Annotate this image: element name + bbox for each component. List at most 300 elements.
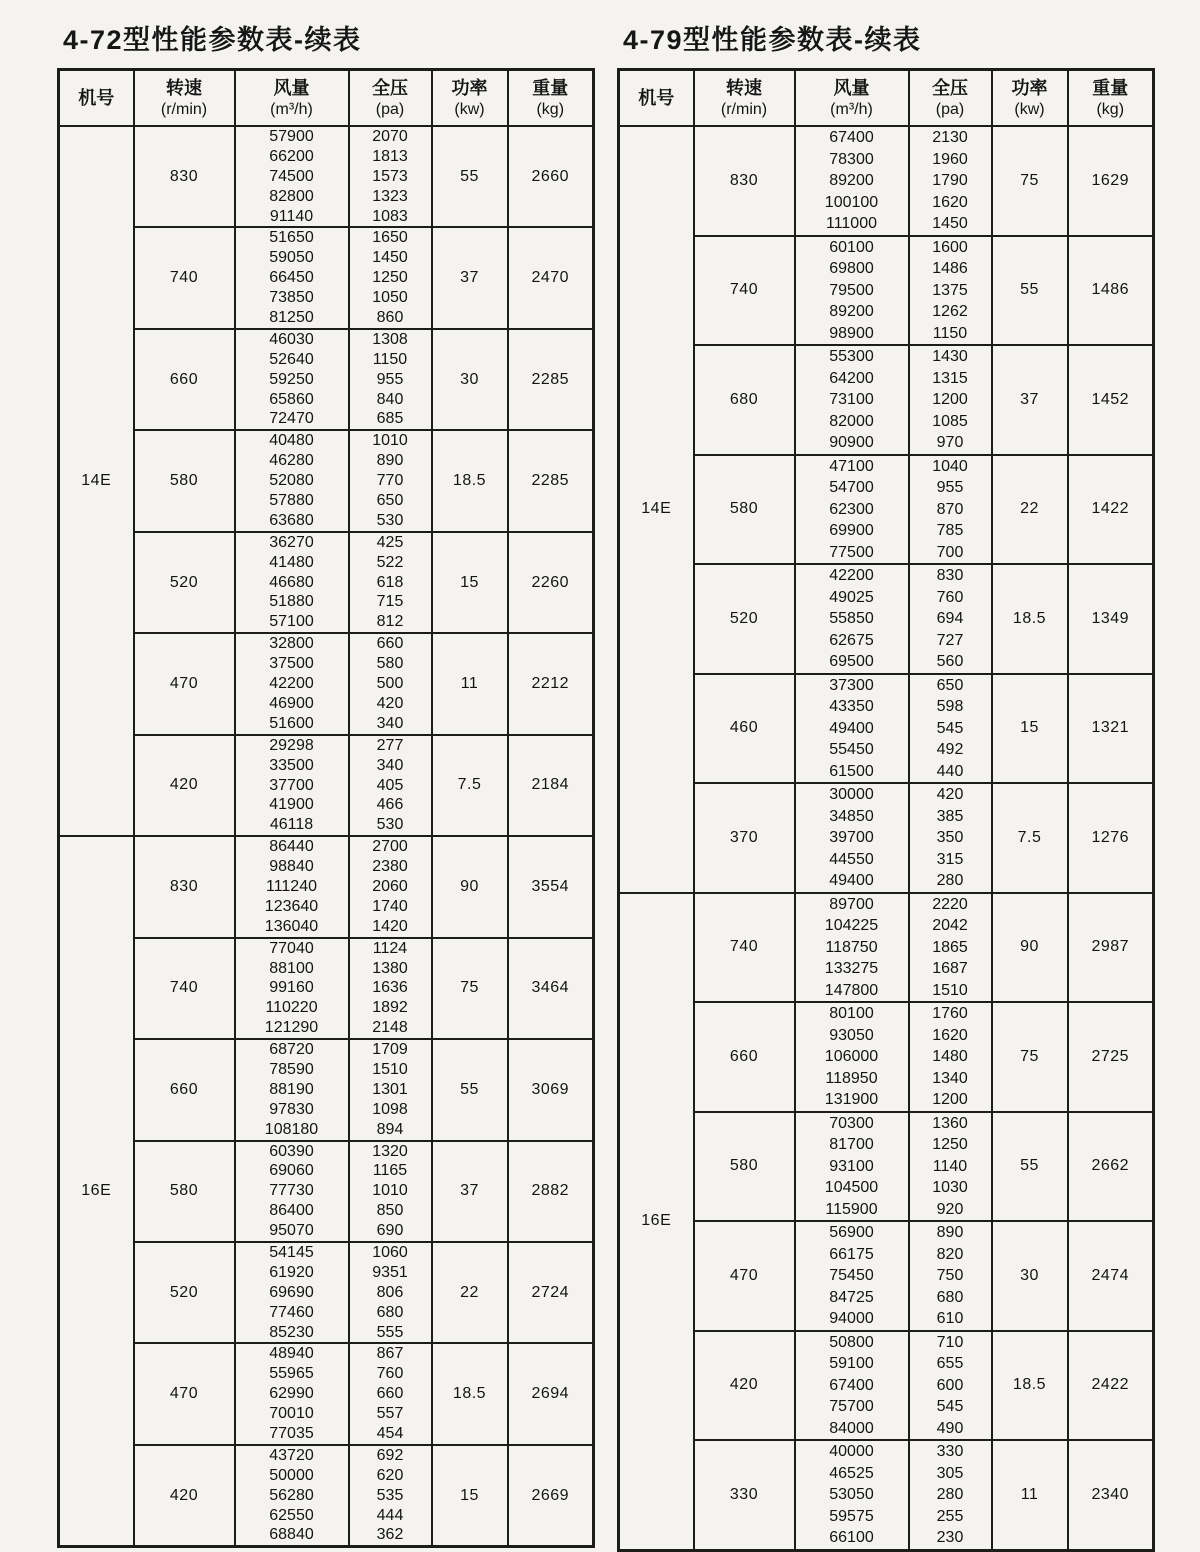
- flow-value: 40000: [829, 1443, 874, 1460]
- pressure-value: 305: [936, 1464, 964, 1482]
- speed-group-row: [59, 1039, 594, 1140]
- column-header-unit: (kw): [454, 101, 485, 118]
- flow-value: 98840: [269, 858, 314, 876]
- flow-value: 94000: [829, 1310, 874, 1327]
- header-row: [619, 70, 1154, 127]
- flow-value: 86400: [269, 1202, 314, 1220]
- flow-value: 69900: [829, 522, 874, 539]
- header-row: [59, 70, 594, 127]
- pressure-value: 2130: [932, 129, 968, 146]
- speed-group-row: [59, 735, 594, 836]
- pressure-cell: [909, 1331, 992, 1441]
- speed-cell: 420: [694, 1331, 795, 1441]
- pressure-value: 420: [376, 694, 404, 712]
- power-cell: 22: [992, 455, 1068, 565]
- column-header-pressure: [909, 70, 992, 127]
- flow-value: 82000: [829, 412, 874, 430]
- flow-value: 78590: [269, 1060, 314, 1078]
- flow-value: 84725: [829, 1288, 874, 1306]
- flow-value: 67400: [829, 1376, 874, 1394]
- column-header-flow: [795, 70, 909, 127]
- pressure-value: 1360: [932, 1114, 968, 1132]
- pressure-value: 1510: [932, 981, 968, 999]
- flow-value: 77040: [269, 939, 314, 957]
- pressure-cell: [909, 1221, 992, 1331]
- pressure-cell: [349, 1242, 432, 1343]
- table-4-79-container: [617, 0, 1152, 1552]
- pressure-value: 750: [936, 1267, 964, 1284]
- flow-value: 29298: [269, 736, 314, 754]
- pressure-value: 385: [936, 807, 964, 825]
- speed-cell: 660: [134, 1039, 235, 1140]
- pressure-value: 1315: [932, 369, 968, 387]
- pressure-value: 1687: [932, 960, 968, 977]
- pressure-value: 1760: [932, 1005, 968, 1022]
- pressure-value: 1010: [372, 1182, 408, 1200]
- flow-value: 46900: [269, 694, 314, 712]
- flow-cell: [235, 1445, 349, 1547]
- power-cell: 55: [992, 1112, 1068, 1222]
- flow-value: 82800: [269, 187, 314, 205]
- column-header-label: 转速: [166, 78, 202, 98]
- weight-cell: 2660: [508, 126, 594, 227]
- pressure-value: 840: [376, 390, 404, 408]
- table-4-79-title: 4-79型性能参数表-续表: [623, 25, 922, 55]
- pressure-value: 1600: [932, 238, 968, 256]
- column-header-flow: [235, 70, 349, 127]
- flow-value: 46280: [269, 452, 314, 470]
- pressure-value: 1790: [932, 172, 968, 189]
- speed-group-row: [59, 1445, 594, 1547]
- pressure-value: 1450: [372, 249, 408, 267]
- speed-cell: 660: [134, 329, 235, 430]
- pressure-value: 405: [376, 776, 404, 794]
- flow-value: 118950: [825, 1069, 878, 1087]
- pressure-value: 340: [376, 756, 404, 774]
- speed-group-row: [59, 430, 594, 531]
- pressure-value: 530: [376, 816, 404, 834]
- pressure-value: 1620: [932, 193, 968, 211]
- flow-value: 59250: [269, 370, 314, 388]
- power-cell: 90: [432, 836, 508, 937]
- flow-value: 51650: [269, 229, 314, 247]
- flow-value: 89200: [829, 303, 874, 320]
- power-cell: 22: [432, 1242, 508, 1343]
- pressure-value: 685: [376, 410, 404, 428]
- power-cell: 30: [992, 1221, 1068, 1331]
- flow-value: 57100: [269, 613, 314, 631]
- pressure-value: 522: [376, 553, 404, 571]
- weight-cell: 1486: [1068, 236, 1154, 346]
- flow-value: 42200: [829, 567, 874, 584]
- column-header-unit: (pa): [935, 101, 965, 118]
- flow-value: 75450: [829, 1267, 874, 1284]
- table-4-79: [617, 68, 1155, 1552]
- weight-cell: 2987: [1068, 893, 1154, 1003]
- pressure-value: 280: [936, 1486, 964, 1503]
- power-cell: 18.5: [992, 564, 1068, 674]
- pressure-value: 1620: [932, 1026, 968, 1044]
- column-header-label: 风量: [833, 78, 870, 98]
- flow-value: 136040: [264, 917, 319, 935]
- pressure-value: 1085: [932, 412, 968, 430]
- flow-value: 39700: [829, 829, 874, 846]
- column-header-pressure: [349, 70, 432, 127]
- power-cell: 37: [432, 1141, 508, 1242]
- flow-value: 51600: [269, 714, 314, 732]
- pressure-value: 1050: [372, 289, 408, 307]
- power-cell: 75: [992, 1002, 1068, 1112]
- pressure-value: 454: [376, 1425, 404, 1442]
- pressure-value: 770: [376, 472, 404, 490]
- speed-group-row: [619, 564, 1154, 674]
- pressure-value: 1150: [372, 350, 408, 368]
- speed-group-row: [619, 674, 1154, 784]
- pressure-value: 890: [936, 1224, 964, 1241]
- flow-value: 81700: [829, 1136, 874, 1153]
- flow-value: 69800: [829, 260, 874, 277]
- power-cell: 11: [432, 633, 508, 734]
- pressure-value: 1200: [932, 1091, 968, 1108]
- speed-cell: 740: [694, 236, 795, 346]
- flow-value: 77500: [829, 543, 874, 561]
- flow-value: 40480: [269, 432, 314, 450]
- power-cell: 15: [992, 674, 1068, 784]
- column-header-power: [992, 70, 1068, 127]
- pressure-value: 710: [936, 1333, 964, 1351]
- flow-cell: [235, 938, 349, 1039]
- table-4-72-title: 4-72型性能参数表-续表: [63, 25, 362, 55]
- pressure-cell: [349, 1445, 432, 1547]
- flow-cell: [235, 329, 349, 430]
- speed-group-row: [59, 633, 594, 734]
- pressure-value: 280: [936, 872, 964, 889]
- weight-cell: 3554: [508, 836, 594, 937]
- pressure-value: 557: [376, 1405, 404, 1423]
- power-cell: 37: [432, 227, 508, 328]
- column-header-label: 功率: [1011, 78, 1048, 98]
- weight-cell: 1422: [1068, 455, 1154, 565]
- pressure-value: 812: [376, 613, 404, 631]
- flow-value: 79500: [829, 281, 874, 299]
- column-header-label: 风量: [273, 78, 310, 98]
- speed-group-row: [619, 1002, 1154, 1112]
- flow-value: 100100: [824, 193, 879, 211]
- flow-value: 60390: [269, 1142, 314, 1160]
- pressure-value: 970: [936, 434, 964, 451]
- pressure-value: 1450: [932, 215, 968, 232]
- speed-cell: 520: [134, 1242, 235, 1343]
- column-header-weight: [1068, 70, 1154, 127]
- flow-value: 81250: [269, 309, 314, 327]
- speed-cell: 420: [134, 1445, 235, 1547]
- pressure-value: 1323: [372, 187, 408, 205]
- pressure-value: 1098: [372, 1100, 408, 1118]
- flow-cell: [235, 735, 349, 836]
- power-cell: 55: [432, 126, 508, 227]
- table-4-72-body: [59, 126, 594, 1547]
- flow-value: 50000: [269, 1466, 314, 1484]
- pressure-value: 1124: [372, 939, 408, 957]
- pressure-value: 1030: [932, 1179, 968, 1196]
- flow-cell: [795, 564, 909, 674]
- pressure-value: 694: [936, 610, 964, 627]
- speed-group-row: [619, 1112, 1154, 1222]
- power-cell: 90: [992, 893, 1068, 1003]
- flow-value: 68840: [269, 1526, 314, 1544]
- flow-value: 51880: [269, 593, 314, 611]
- pressure-value: 690: [376, 1222, 404, 1240]
- speed-group-row: [59, 1343, 594, 1444]
- pressure-value: 330: [936, 1443, 964, 1460]
- weight-cell: 2662: [1068, 1112, 1154, 1222]
- flow-value: 73100: [829, 391, 874, 408]
- flow-value: 77035: [269, 1425, 314, 1442]
- pressure-value: 867: [376, 1345, 404, 1363]
- flow-value: 147800: [824, 981, 879, 999]
- flow-cell: [795, 1440, 909, 1550]
- flow-value: 62990: [269, 1385, 314, 1403]
- flow-value: 47100: [829, 457, 874, 475]
- flow-value: 78300: [829, 150, 874, 168]
- weight-cell: 1349: [1068, 564, 1154, 674]
- flow-value: 69500: [829, 653, 874, 670]
- column-header-power: [432, 70, 508, 127]
- flow-value: 86440: [269, 838, 314, 856]
- pressure-value: 1200: [932, 391, 968, 408]
- pressure-value: 760: [376, 1365, 404, 1383]
- pressure-cell: [349, 633, 432, 734]
- pressure-value: 2380: [372, 858, 408, 876]
- power-cell: 15: [432, 532, 508, 633]
- pressure-value: 890: [376, 452, 404, 470]
- pressure-value: 1375: [932, 281, 968, 299]
- pressure-value: 1573: [372, 167, 408, 185]
- flow-value: 30000: [829, 786, 874, 803]
- speed-group-row: [619, 455, 1154, 565]
- pressure-cell: [909, 783, 992, 893]
- flow-cell: [795, 893, 909, 1003]
- flow-value: 73850: [269, 289, 314, 307]
- column-header-label: 全压: [372, 78, 408, 98]
- pressure-value: 700: [936, 543, 964, 561]
- column-header-label: 转速: [726, 78, 762, 98]
- speed-cell: 740: [134, 938, 235, 1039]
- flow-value: 46525: [829, 1464, 874, 1482]
- pressure-cell: [349, 938, 432, 1039]
- pressure-cell: [909, 564, 992, 674]
- weight-cell: 3464: [508, 938, 594, 1039]
- pressure-cell: [909, 236, 992, 346]
- flow-value: 49025: [829, 588, 874, 606]
- pressure-value: 870: [936, 500, 964, 518]
- flow-value: 72470: [269, 410, 314, 428]
- flow-cell: [235, 1141, 349, 1242]
- pressure-value: 350: [936, 829, 964, 846]
- pressure-value: 1813: [372, 147, 408, 165]
- pressure-value: 618: [376, 573, 404, 591]
- pressure-cell: [909, 126, 992, 236]
- speed-cell: 580: [694, 1112, 795, 1222]
- flow-cell: [795, 345, 909, 455]
- pressure-value: 1165: [372, 1162, 408, 1180]
- speed-cell: 580: [134, 430, 235, 531]
- flow-value: 60100: [829, 238, 874, 256]
- power-cell: 18.5: [992, 1331, 1068, 1441]
- pressure-value: 1510: [372, 1060, 408, 1078]
- pressure-value: 1250: [372, 269, 408, 287]
- flow-value: 121290: [264, 1019, 319, 1037]
- flow-value: 46030: [269, 330, 314, 348]
- power-cell: 18.5: [432, 430, 508, 531]
- flow-value: 66450: [269, 269, 314, 287]
- pressure-value: 9351: [372, 1263, 408, 1281]
- pressure-value: 340: [376, 714, 404, 732]
- flow-value: 55965: [269, 1365, 314, 1383]
- pressure-cell: [909, 345, 992, 455]
- weight-cell: 2694: [508, 1343, 594, 1444]
- pressure-cell: [349, 1039, 432, 1140]
- pressure-value: 420: [936, 786, 964, 803]
- speed-cell: 830: [134, 836, 235, 937]
- flow-value: 90900: [829, 434, 874, 451]
- pressure-value: 1892: [372, 999, 408, 1017]
- flow-value: 66200: [269, 147, 314, 165]
- flow-value: 52640: [269, 350, 314, 368]
- flow-value: 49400: [829, 719, 874, 737]
- pressure-value: 680: [936, 1288, 964, 1306]
- flow-value: 52080: [269, 472, 314, 490]
- flow-cell: [235, 227, 349, 328]
- flow-value: 70010: [269, 1405, 314, 1423]
- flow-cell: [235, 532, 349, 633]
- flow-value: 91140: [269, 207, 314, 225]
- column-header-label: 机号: [78, 88, 115, 108]
- table-4-79-head: [619, 70, 1154, 127]
- flow-value: 55850: [829, 610, 874, 627]
- column-header-label: 机号: [638, 88, 675, 108]
- pressure-cell: [349, 1141, 432, 1242]
- weight-cell: 2669: [508, 1445, 594, 1547]
- speed-group-row: [619, 236, 1154, 346]
- pressure-value: 1865: [932, 938, 968, 956]
- weight-cell: 2184: [508, 735, 594, 836]
- pressure-cell: [349, 126, 432, 227]
- flow-cell: [795, 1331, 909, 1441]
- pressure-value: 2070: [372, 128, 408, 145]
- pressure-value: 806: [376, 1283, 404, 1301]
- pressure-value: 1083: [372, 207, 408, 225]
- speed-group-row: [59, 329, 594, 430]
- flow-value: 48940: [269, 1345, 314, 1363]
- flow-value: 32800: [269, 635, 314, 653]
- speed-group-row: [619, 345, 1154, 455]
- flow-value: 56280: [269, 1486, 314, 1504]
- pressure-value: 425: [376, 533, 404, 551]
- speed-cell: 470: [134, 1343, 235, 1444]
- flow-cell: [235, 633, 349, 734]
- pressure-value: 1010: [372, 432, 408, 450]
- speed-group-row: [59, 1242, 594, 1343]
- weight-cell: 2285: [508, 329, 594, 430]
- speed-cell: 470: [694, 1221, 795, 1331]
- flow-value: 65860: [269, 390, 314, 408]
- flow-value: 46118: [269, 816, 314, 834]
- flow-value: 36270: [269, 533, 314, 551]
- speed-group-row: [619, 783, 1154, 893]
- flow-value: 69060: [269, 1162, 314, 1180]
- flow-value: 111000: [825, 215, 877, 232]
- pressure-value: 1960: [932, 150, 968, 168]
- pressure-value: 1320: [372, 1142, 408, 1160]
- flow-value: 59100: [829, 1355, 874, 1372]
- pressure-cell: [909, 455, 992, 565]
- power-cell: 30: [432, 329, 508, 430]
- flow-value: 110220: [265, 999, 318, 1017]
- flow-value: 50800: [829, 1333, 874, 1351]
- pressure-value: 860: [376, 309, 404, 327]
- pressure-cell: [909, 1440, 992, 1550]
- speed-group-row: [59, 836, 594, 937]
- pressure-value: 1308: [372, 330, 408, 348]
- speed-group-row: [619, 126, 1154, 236]
- weight-cell: 2470: [508, 227, 594, 328]
- pressure-value: 2220: [932, 895, 968, 913]
- flow-value: 123640: [264, 897, 319, 915]
- flow-value: 111240: [265, 877, 317, 895]
- pressure-value: 277: [376, 736, 404, 754]
- flow-value: 97830: [269, 1100, 314, 1118]
- flow-cell: [795, 126, 909, 236]
- flow-value: 80100: [829, 1005, 874, 1022]
- weight-cell: 1629: [1068, 126, 1154, 236]
- weight-cell: 1452: [1068, 345, 1154, 455]
- flow-value: 37300: [829, 676, 874, 694]
- table-4-72: [57, 68, 595, 1548]
- pressure-value: 440: [936, 762, 964, 780]
- pressure-value: 2060: [372, 877, 408, 895]
- weight-cell: 2340: [1068, 1440, 1154, 1550]
- pressure-value: 555: [376, 1323, 404, 1341]
- pressure-value: 362: [376, 1526, 404, 1544]
- weight-cell: 2882: [508, 1141, 594, 1242]
- pressure-value: 1250: [932, 1136, 968, 1153]
- flow-value: 131900: [824, 1091, 879, 1108]
- speed-cell: 660: [694, 1002, 795, 1112]
- speed-group-row: [59, 126, 594, 227]
- speed-cell: 830: [134, 126, 235, 227]
- pressure-value: 1040: [932, 457, 968, 475]
- flow-value: 55300: [829, 348, 874, 365]
- column-header-unit: (kg): [1096, 101, 1125, 118]
- machine-no-cell: 14E: [59, 126, 134, 836]
- pressure-value: 560: [936, 653, 964, 670]
- flow-value: 84000: [829, 1419, 874, 1437]
- speed-group-row: [619, 1331, 1154, 1441]
- flow-value: 88190: [269, 1080, 314, 1098]
- flow-cell: [235, 1242, 349, 1343]
- flow-value: 106000: [824, 1048, 879, 1065]
- speed-group-row: [59, 532, 594, 633]
- weight-cell: 2725: [1068, 1002, 1154, 1112]
- flow-value: 133275: [824, 960, 879, 977]
- flow-value: 61500: [829, 762, 874, 780]
- pressure-value: 692: [376, 1446, 404, 1464]
- pressure-value: 620: [376, 1466, 404, 1484]
- table-4-72-head: [59, 70, 594, 127]
- pressure-cell: [349, 1343, 432, 1444]
- pressure-value: 535: [376, 1486, 404, 1504]
